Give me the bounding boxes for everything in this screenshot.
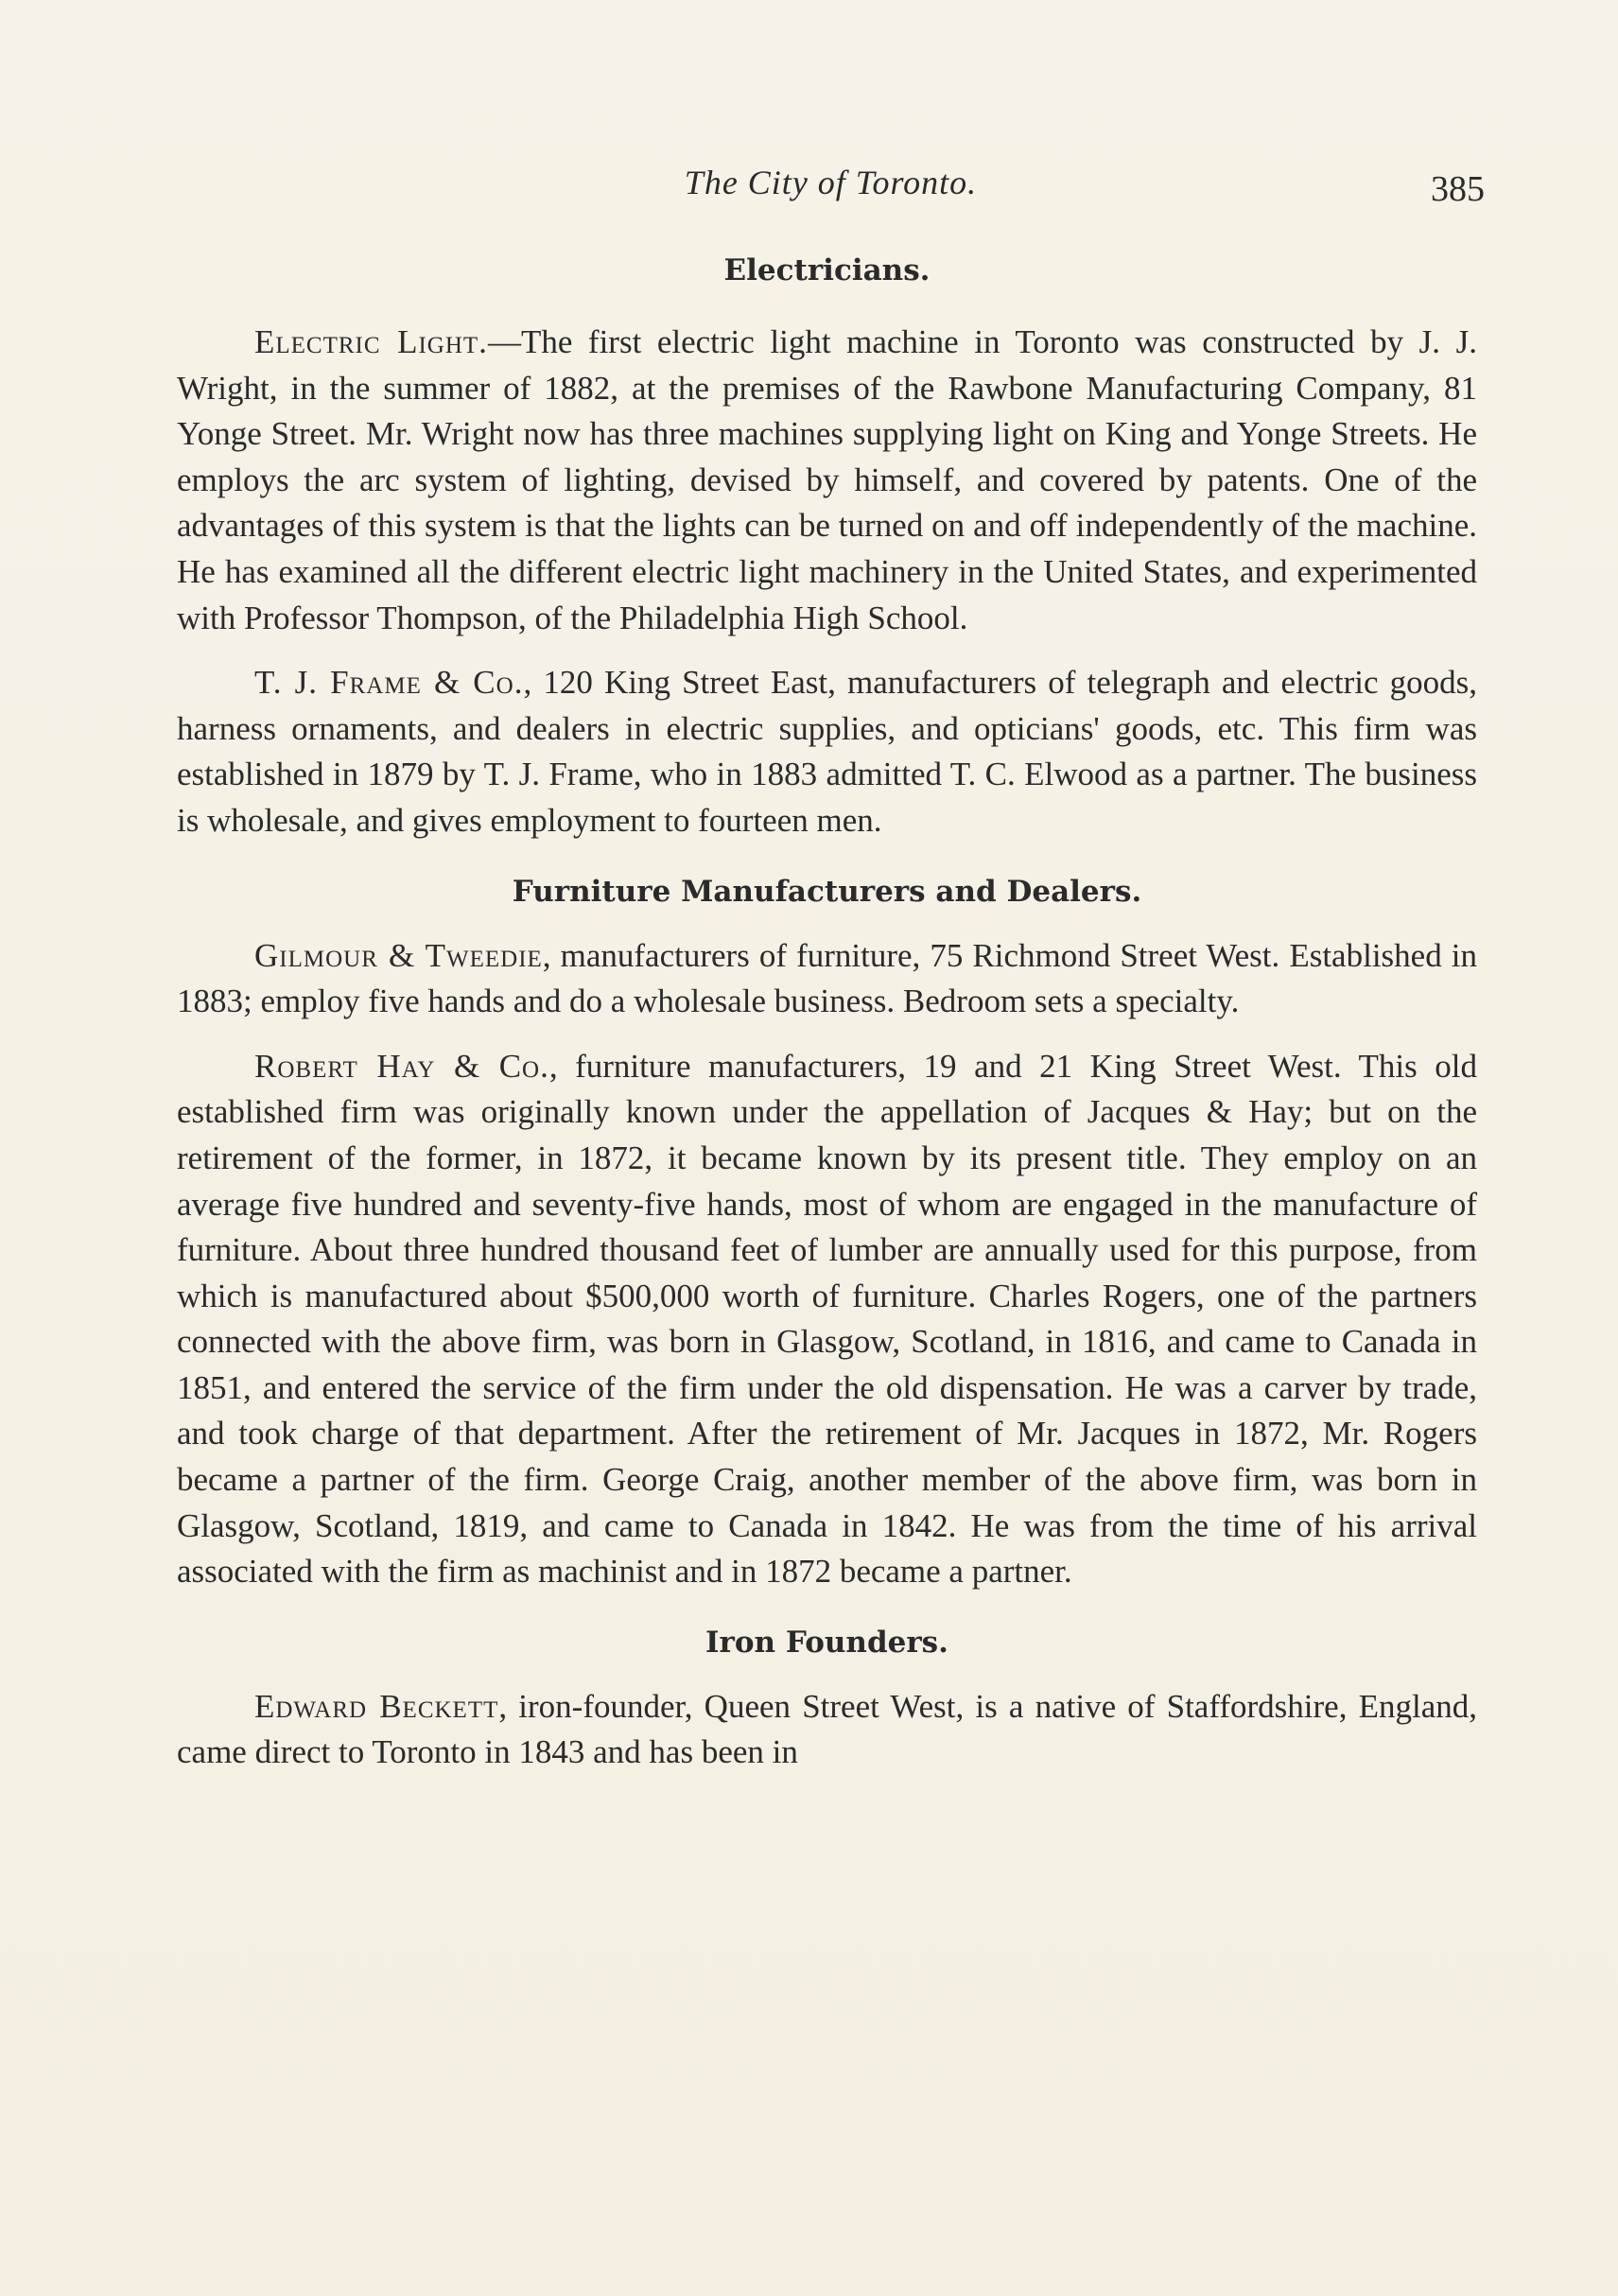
page-header	[177, 163, 1485, 219]
entry-lead: T. J. Frame & Co.	[254, 664, 524, 702]
page-number: 385	[1431, 169, 1485, 209]
section-heading-iron-founders: Iron Founders.	[705, 1625, 948, 1660]
section-heading-furniture: Furniture Manufacturers and Dealers.	[512, 874, 1142, 909]
entry-text: , manufacturers of furniture, 75 Richmond Street West. Established in 1883; employ five hands and do a wholesale business. Bedroom sets a specialty.	[177, 936, 1477, 1020]
entry-robert-hay	[177, 1044, 1477, 1595]
entry-text: —The first electric light machine in Toronto was constructed by J. J. Wright, in the summer of 1882, at the premises of the Rawbone Manufacturing Company, 81 Yonge Street. Mr. Wright now has three machines supplying light on King and Yonge Streets. He employs the arc system of lighting, devised by himself, and covered by patents. One of the advantages of this system is that the lights can be turned on and off independently of the machine. He has examined all the different electric light machinery in the United States, and experimented with Professor Thompson, of the Philadelphia High School.	[177, 323, 1477, 636]
entry-lead: Edward Beckett	[254, 1687, 499, 1725]
entry-text: , 120 King Street East, manufacturers of telegraph and electric goods, harness ornaments, and dealers in electric supplies, and opticians' goods, etc. This firm was established in 1879 by T. J. Frame, who in 1883 admitted T. C. Elwood as a partner. The business is wholesale, and gives employment to fourteen men.	[177, 664, 1477, 839]
entry-lead: Electric Light.	[254, 323, 488, 360]
entry-edward-beckett	[177, 1684, 1477, 1776]
entry-frame-co	[177, 660, 1477, 844]
page-body	[177, 248, 1477, 1776]
entry-lead: Robert Hay & Co.	[254, 1047, 549, 1085]
section-heading-electricians: Electricians.	[723, 253, 931, 287]
entry-gilmour-tweedie	[177, 933, 1477, 1025]
entry-text: , furniture manufacturers, 19 and 21 King Street West. This old established firm was originally known under the appellation of Jacques & Hay; but on the retirement of the former, in 1872, it became known by its present title. They employ on an average five hundred and seventy-five hands, most of whom are engaged in the manufacture of furniture. About three hundred thousand feet of lumber are annually used for this purpose, from which is manufactured about $500,000 worth of furniture. Charles Rogers, one of the partners connected with the above firm, was born in Glasgow, Scotland, in 1816, and came to Canada in 1851, and entered the service of the firm under the old dispensation. He was a carver by trade, and took charge of that department. After the retirement of Mr. Jacques in 1872, Mr. Rogers became a partner of the firm. George Craig, another member of the above firm, was born in Glasgow, Scotland, 1819, and came to Canada in 1842. He was from the time of his arrival associated with the firm as machinist and in 1872 became a partner.	[177, 1047, 1477, 1591]
entry-lead: Gilmour & Tweedie	[254, 936, 543, 974]
entry-electric-light	[177, 320, 1477, 641]
entry-text: , iron-founder, Queen Street West, is a native of Staffordshire, England, came direct to Toronto in 1843 and has been in	[177, 1687, 1477, 1771]
running-title: The City of Toronto.	[684, 164, 978, 201]
